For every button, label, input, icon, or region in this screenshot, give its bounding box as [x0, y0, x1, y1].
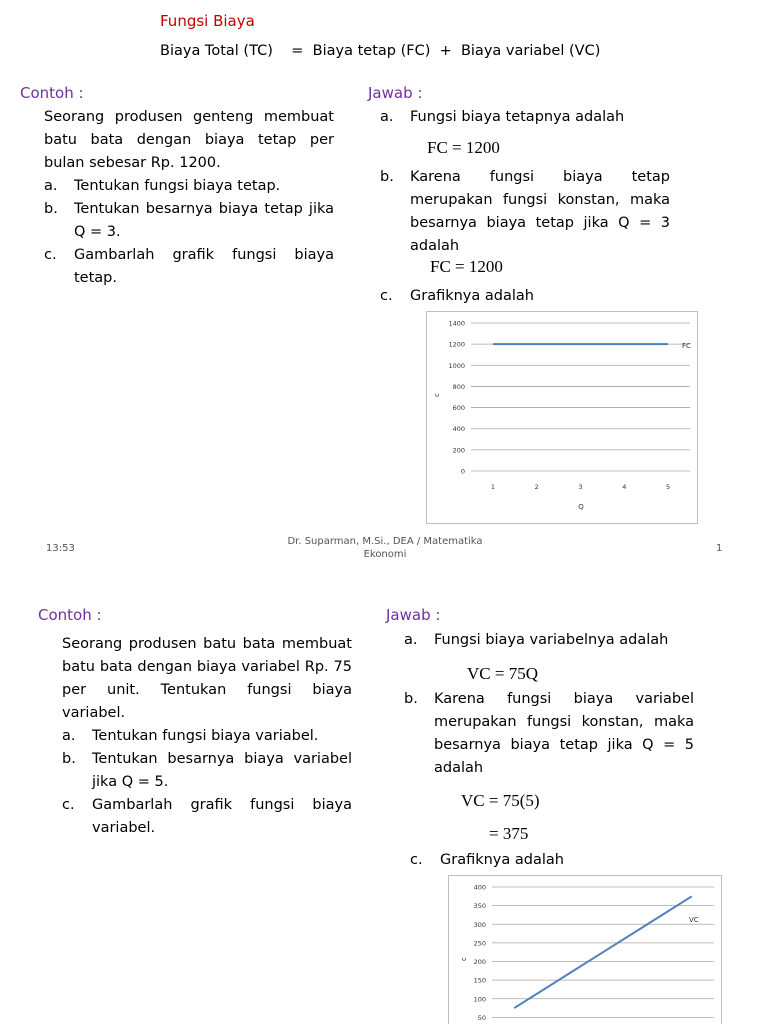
answer-label: a. [404, 632, 418, 648]
x-tick-label: 1 [490, 483, 495, 491]
task-label: a. [62, 728, 76, 744]
vc-formula-b: VC = 75(5) [461, 791, 540, 810]
y-tick-label: 400 [473, 883, 486, 892]
task-text: Tentukan fungsi biaya variabel. [92, 728, 319, 744]
answer-text: Karena fungsi biaya tetap merupakan fungsi konstan, maka besarnya biaya tetap jika Q = 3 adalah [410, 169, 670, 254]
fc-formula-b: FC = 1200 [430, 257, 503, 276]
vc-chart [448, 875, 722, 1024]
answer-row-2b [404, 688, 694, 780]
footer-time: 13:53 [46, 543, 75, 554]
fc-y-axis-label: c [433, 393, 441, 397]
example-text-1: Seorang produsen genteng membuat batu bata dengan biaya tetap per bulan sebesar Rp. 1200. [44, 109, 334, 171]
answer-text: Fungsi biaya tetapnya adalah [410, 109, 625, 125]
task-text: Gambarlah grafik fungsi biaya variabel. [92, 797, 352, 836]
total-cost-formula: Biaya Total (TC) = Biaya tetap (FC) + Biaya variabel (VC) [160, 43, 601, 59]
y-tick-label: 1200 [448, 340, 465, 349]
answer-row-1c [380, 285, 670, 308]
answer-text: Grafiknya adalah [440, 852, 564, 868]
x-tick-label: 2 [534, 483, 539, 491]
y-tick-label: 600 [452, 404, 465, 413]
y-tick-label: 150 [473, 976, 486, 985]
y-tick-label: 50 [477, 1013, 486, 1022]
fc-chart [426, 311, 698, 524]
y-tick-label: 250 [473, 939, 486, 948]
x-tick-label: 3 [578, 483, 583, 491]
vc-formula-result: = 375 [489, 824, 529, 843]
chart-frame [449, 876, 722, 1024]
answer-label: b. [404, 691, 418, 707]
task-row-1b [44, 198, 334, 244]
y-tick-label: 1000 [448, 361, 465, 370]
answer-heading-2: Jawab : [386, 606, 441, 624]
vc-legend-label: VC [689, 916, 699, 924]
example-heading-1: Contoh : [20, 84, 84, 102]
task-row-2b [62, 748, 352, 794]
task-row-1a [44, 175, 334, 198]
footer-page: 1 [716, 543, 723, 554]
task-label: c. [44, 247, 57, 263]
y-tick-label: 800 [452, 382, 465, 391]
y-tick-label: 400 [452, 425, 465, 434]
task-label: b. [44, 201, 58, 217]
y-tick-label: 350 [473, 902, 486, 911]
y-tick-label: 0 [460, 467, 465, 476]
example-heading-2: Contoh : [38, 606, 102, 624]
y-tick-label: 300 [473, 920, 486, 929]
x-tick-label: 5 [666, 483, 671, 491]
answer-text: Grafiknya adalah [410, 288, 534, 304]
task-row-2a [62, 725, 352, 748]
y-tick-label: 100 [473, 995, 486, 1004]
task-row-2c [62, 794, 352, 840]
y-tick-label: 200 [452, 446, 465, 455]
answer-label: b. [380, 169, 394, 185]
footer-author: Dr. Suparman, M.Si., DEA / Matematika Ekonomi [287, 536, 483, 560]
answer-row-2a [404, 629, 694, 652]
answer-row-1b [380, 166, 670, 258]
task-text: Tentukan besarnya biaya tetap jika Q = 3. [74, 201, 334, 240]
task-label: b. [62, 751, 76, 767]
x-tick-label: 4 [622, 483, 627, 491]
y-tick-label: 200 [473, 958, 486, 966]
vc-y-axis-label: c [460, 957, 468, 961]
answer-label: a. [380, 109, 394, 125]
fc-legend-label: FC [682, 342, 691, 350]
task-row-1c [44, 244, 334, 290]
example-text-2: Seorang produsen batu bata membuat batu bata dengan biaya variabel Rp. 75 per unit. Tentukan fungsi biaya variabel. [62, 636, 352, 721]
answer-text: Fungsi biaya variabelnya adalah [434, 632, 669, 648]
task-text: Tentukan fungsi biaya tetap. [74, 178, 281, 194]
task-text: Tentukan besarnya biaya variabel jika Q = 5. [92, 751, 352, 790]
answer-heading-1: Jawab : [368, 84, 423, 102]
answer-row-1a [380, 106, 670, 129]
answer-label: c. [410, 852, 423, 868]
fc-x-axis-label: Q [578, 503, 584, 511]
task-label: a. [44, 178, 58, 194]
page-title: Fungsi Biaya [160, 12, 255, 30]
fc-formula-a: FC = 1200 [427, 138, 500, 157]
y-tick-label: 1400 [448, 319, 465, 328]
vc-formula-a: VC = 75Q [467, 664, 538, 683]
task-label: c. [62, 797, 75, 813]
task-text: Gambarlah grafik fungsi biaya tetap. [74, 247, 334, 286]
answer-row-2c [410, 849, 700, 872]
answer-label: c. [380, 288, 393, 304]
answer-text: Karena fungsi biaya variabel merupakan fungsi konstan, maka besarnya biaya tetap jika Q = 5 adalah [434, 691, 694, 776]
